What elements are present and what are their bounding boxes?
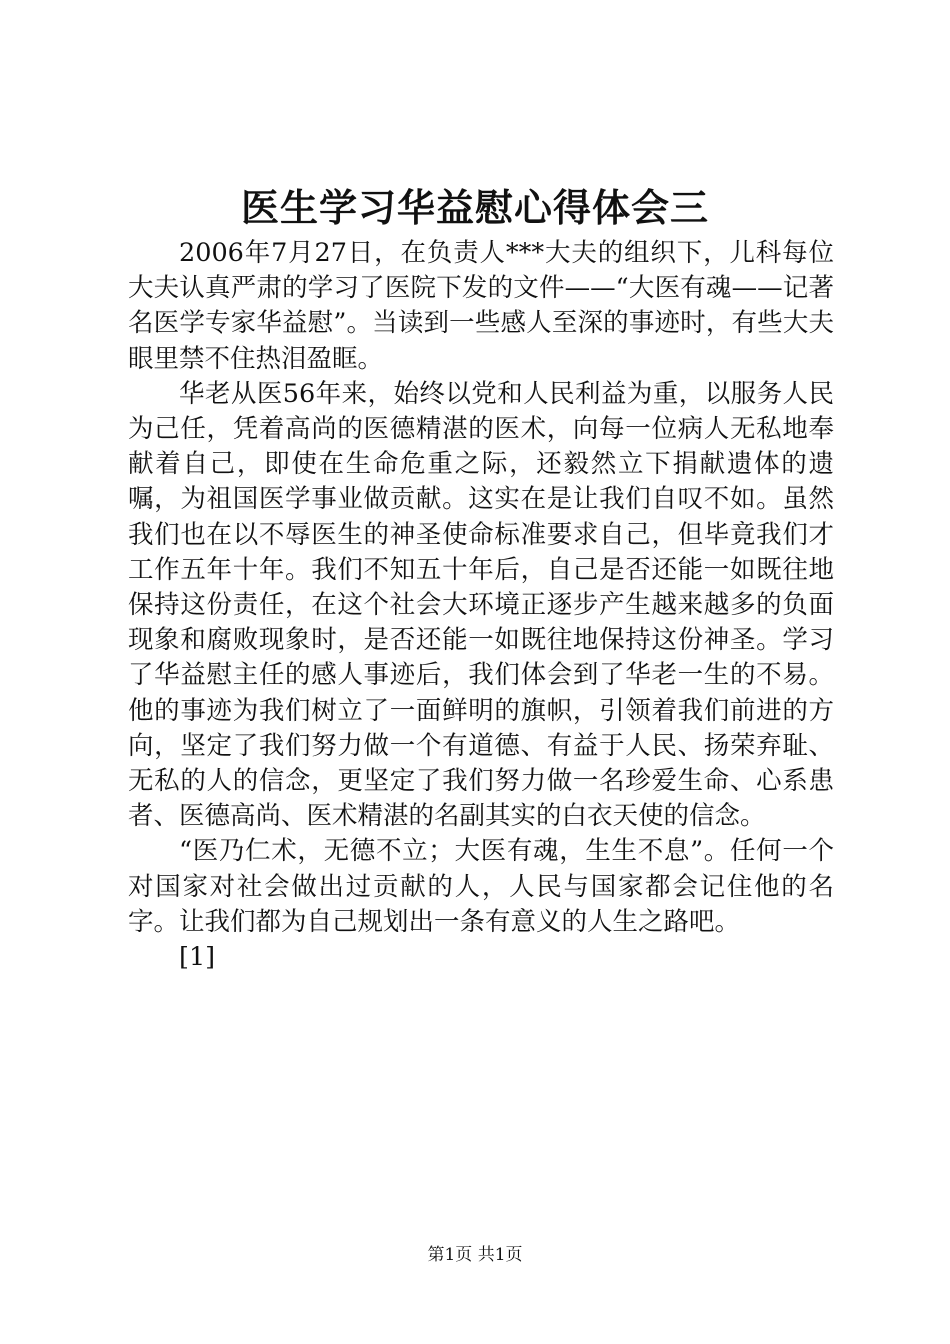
document-body	[128, 236, 834, 975]
document-title: 医生学习华益慰心得体会三	[240, 185, 709, 230]
paragraph-1: 2006年7月27日，在负责人***大夫的组织下，儿科每位大夫认真严肃的学习了医院下发的文件——“大医有魂——记著名医学专家华益慰”。当读到一些感人至深的事迹时，有些大夫眼里禁不住热泪盈眶。	[128, 238, 834, 374]
paragraph-3: “医乃仁术，无德不立；大医有魂，生生不息”。任何一个对国家对社会做出过贡献的人，人民与国家都会记住他的名字。让我们都为自己规划出一条有意义的人生之路吧。	[128, 836, 834, 937]
paragraph-2: 华老从医56年来，始终以党和人民利益为重，以服务人民为己任，凭着高尚的医德精湛的医术，向每一位病人无私地奉献着自己，即使在生命危重之际，还毅然立下捐献遗体的遗嘱，为祖国医学事业做贡献。这实在是让我们自叹不如。虽然我们也在以不辱医生的神圣使命标准要求自己，但毕竟我们才工作五年十年。我们不知五十年后，自己是否还能一如既往地保持这份责任，在这个社会大环境正逐步产生越来越多的负面现象和腐败现象时，是否还能一如既往地保持这份神圣。学习了华益慰主任的感人事迹后，我们体会到了华老一生的不易。他的事迹为我们树立了一面鲜明的旗帜，引领着我们前进的方向，坚定了我们努力做一个有道德、有益于人民、扬荣弃耻、无私的人的信念，更坚定了我们努力做一名珍爱生命、心系患者、医德高尚、医术精湛的名副其实的白衣天使的信念。	[128, 378, 834, 832]
page-footer: 第1页 共1页	[427, 1245, 523, 1265]
reference-marker: [1]	[179, 942, 216, 973]
